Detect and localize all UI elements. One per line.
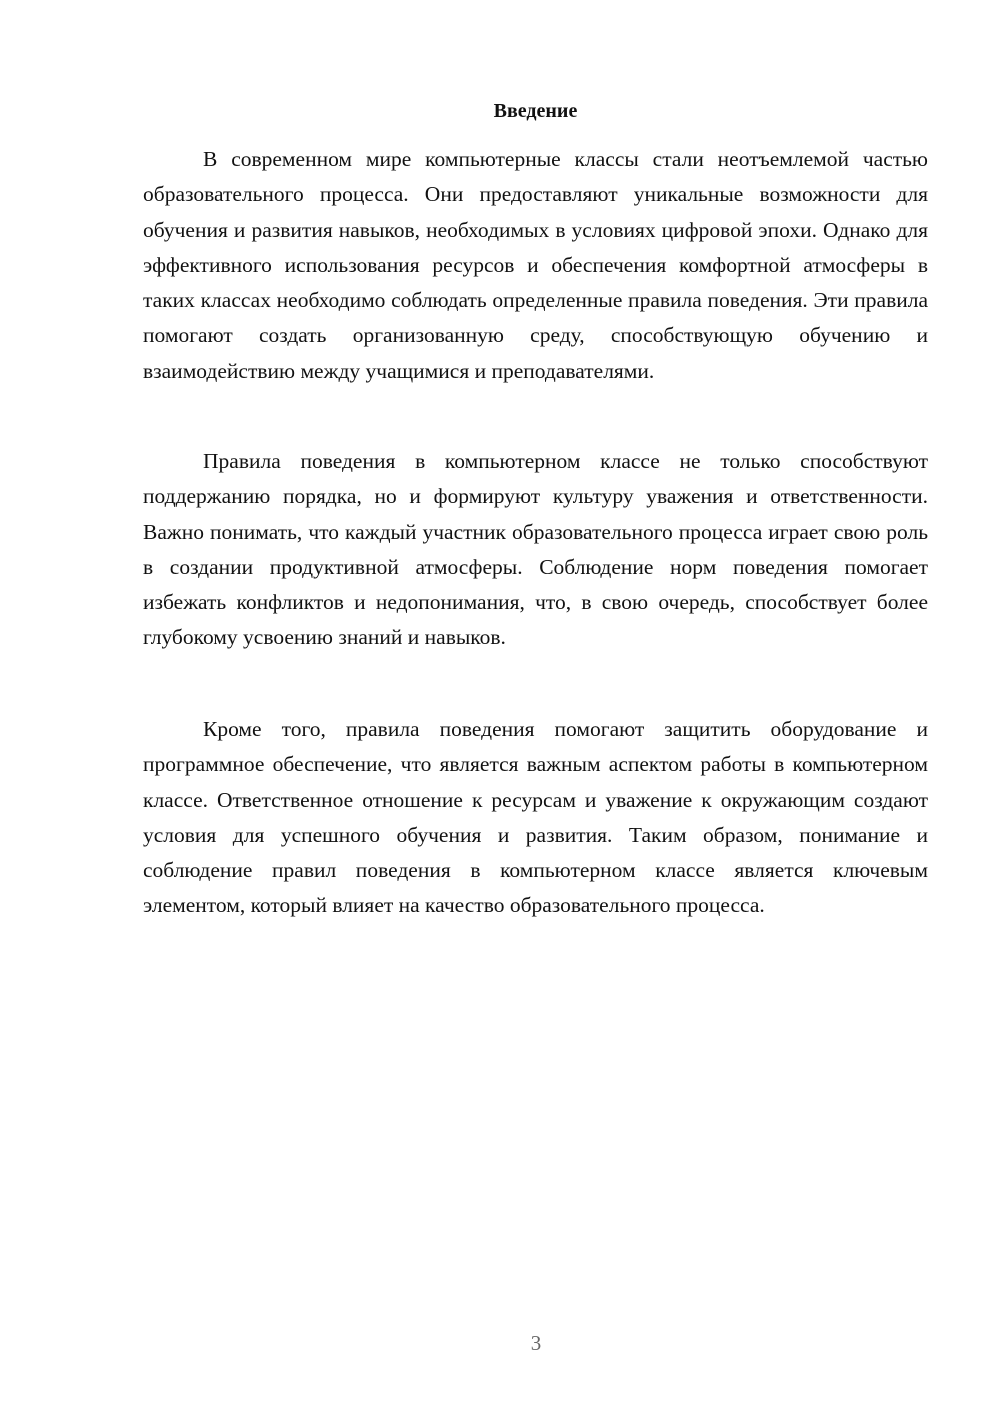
paragraph-intro: В современном мире компьютерные классы стали неотъемлемой частью образовательного процесса. Они предоставляют уникальные возможности для обучения и развития навыков, необходимых в условиях цифровой эпохи. Однако для эффективного использования ресурсов и обеспечения комфортной атмосферы в таких классах необходимо соблюдать определенные правила поведения. Эти правила помогают создать организованную среду, способствующую обучению и взаимодействию между учащимися и преподавателями. — [143, 147, 928, 383]
paragraph-rules-purpose: Правила поведения в компьютерном классе не только способствуют поддержанию порядка, но и формируют культуру уважения и ответственности. Важно понимать, что каждый участник образовательного процесса играет свою роль в создании продуктивной атмосферы. Соблюдение норм поведения помогает избежать конфликтов и недопонимания, что, в свою очередь, способствует более глубокому усвоению знаний и навыков. — [143, 449, 928, 650]
page-number: 3 — [530, 1331, 542, 1355]
paragraph-equipment-protection: Кроме того, правила поведения помогают защитить оборудование и программное обеспечение, что является важным аспектом работы в компьютерном классе. Ответственное отношение к ресурсам и уважение к окружающим создают условия для успешного обучения и развития. Таким образом, понимание и соблюдение правил поведения в компьютерном классе является ключевым элементом, который влияет на качество образовательного процесса. — [143, 717, 928, 918]
section-title: Введение — [493, 100, 578, 122]
